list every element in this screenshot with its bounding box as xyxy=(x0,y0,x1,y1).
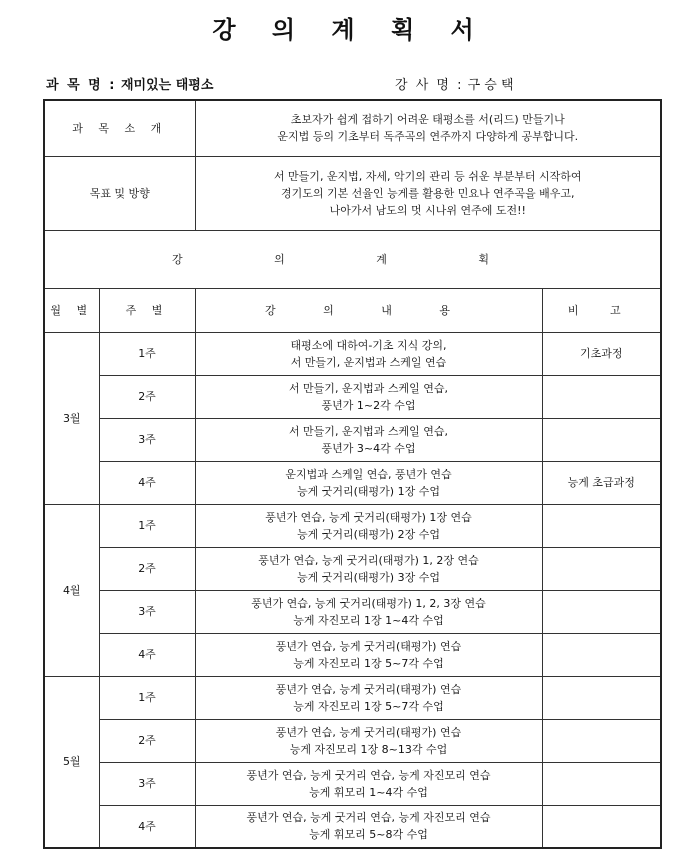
week-cell: 3주 xyxy=(99,762,195,805)
note-cell: 능게 초급과정 xyxy=(542,461,661,504)
content-cell xyxy=(195,418,542,461)
content-cell xyxy=(195,590,542,633)
table-row xyxy=(44,461,661,504)
content-line: 능게 굿거리(태평가) 2장 수업 xyxy=(297,527,440,541)
instructor-label: 강 사 명 : xyxy=(395,78,464,93)
content-line: 서 만들기, 운지법과 스케일 연습, xyxy=(288,424,449,438)
week-cell: 1주 xyxy=(99,676,195,719)
intro-row xyxy=(44,100,661,156)
month-cell: 4월 xyxy=(44,504,99,676)
content-cell xyxy=(195,504,542,547)
goals-row xyxy=(44,156,661,230)
table-row xyxy=(44,375,661,418)
instructor-value: 구 승 택 xyxy=(467,78,514,93)
subject-value: 재미있는 태평소 xyxy=(120,78,214,93)
goals-label: 목표 및 방향 xyxy=(44,156,195,230)
table-row xyxy=(44,504,661,547)
table-row xyxy=(44,633,661,676)
week-cell: 4주 xyxy=(99,461,195,504)
intro-line: 운지법 등의 기초부터 독주곡의 연주까지 다양하게 공부합니다. xyxy=(277,130,579,144)
content-line: 풍년가 연습, 능게 굿거리 연습, 능게 자진모리 연습 xyxy=(246,811,491,825)
content-cell xyxy=(195,719,542,762)
note-cell xyxy=(542,719,661,762)
month-cell: 3월 xyxy=(44,332,99,504)
table-row xyxy=(44,762,661,805)
content-line: 서 만들기, 운지법과 스케일 연습, xyxy=(288,381,449,395)
note-cell xyxy=(542,805,661,848)
content-line: 능게 굿거리(태평가) 1장 수업 xyxy=(297,484,440,498)
content-line: 풍년가 연습, 능게 굿거리(태평가) 연습 xyxy=(275,639,462,653)
week-cell: 3주 xyxy=(99,590,195,633)
content-cell xyxy=(195,332,542,375)
week-cell: 1주 xyxy=(99,504,195,547)
content-line: 서 만들기, 운지법과 스케일 연습 xyxy=(290,355,447,369)
document-title: 강 의 계 획 서 xyxy=(212,16,488,44)
content-line: 능게 자진모리 1장 5~7각 수업 xyxy=(293,656,444,670)
column-header-row xyxy=(44,288,661,332)
content-cell xyxy=(195,762,542,805)
lecture-plan-table xyxy=(43,99,662,849)
table-row xyxy=(44,719,661,762)
goals-line: 서 만들기, 운지법, 자세, 악기의 관리 등 쉬운 부분부터 시작하여 xyxy=(273,169,582,183)
col-header-content: 강 의 내 용 xyxy=(195,288,542,332)
week-cell: 3주 xyxy=(99,418,195,461)
content-cell xyxy=(195,676,542,719)
content-line: 풍년가 1~2각 수업 xyxy=(321,398,416,412)
col-header-month: 월 별 xyxy=(44,288,99,332)
intro-content xyxy=(195,100,661,156)
table-row xyxy=(44,332,661,375)
content-line: 능게 자진모리 1장 5~7각 수업 xyxy=(293,699,444,713)
content-cell xyxy=(195,375,542,418)
content-line: 풍년가 연습, 능게 굿거리(태평가) 연습 xyxy=(275,682,462,696)
content-line: 풍년가 3~4각 수업 xyxy=(321,441,416,455)
content-line: 능게 굿거리(태평가) 3장 수업 xyxy=(297,570,440,584)
content-line: 풍년가 연습, 능게 굿거리(태평가) 1장 연습 xyxy=(265,510,472,524)
content-line: 풍년가 연습, 능게 굿거리 연습, 능게 자진모리 연습 xyxy=(246,768,491,782)
content-line: 풍년가 연습, 능게 굿거리(태평가) 1, 2, 3장 연습 xyxy=(251,596,486,610)
week-cell: 4주 xyxy=(99,633,195,676)
subject-line xyxy=(46,74,213,93)
week-cell: 1주 xyxy=(99,332,195,375)
note-cell xyxy=(542,375,661,418)
goals-content xyxy=(195,156,661,230)
week-cell: 4주 xyxy=(99,805,195,848)
table-row xyxy=(44,676,661,719)
content-line: 풍년가 연습, 능게 굿거리(태평가) 연습 xyxy=(275,725,462,739)
note-cell xyxy=(542,547,661,590)
week-cell: 2주 xyxy=(99,719,195,762)
subject-label: 과 목 명 : xyxy=(46,78,117,93)
content-cell xyxy=(195,461,542,504)
table-row xyxy=(44,547,661,590)
col-header-week: 주 별 xyxy=(99,288,195,332)
content-line: 능게 휘모리 5~8각 수업 xyxy=(309,828,428,842)
content-cell xyxy=(195,805,542,848)
col-header-note: 비 고 xyxy=(542,288,661,332)
table-row xyxy=(44,805,661,848)
note-cell xyxy=(542,676,661,719)
content-line: 능게 자진모리 1장 1~4각 수업 xyxy=(293,613,444,627)
plan-heading-row xyxy=(44,230,661,288)
note-cell: 기초과정 xyxy=(542,332,661,375)
content-line: 운지법과 스케일 연습, 풍년가 연습 xyxy=(285,467,452,481)
week-cell: 2주 xyxy=(99,375,195,418)
instructor-line xyxy=(395,74,514,93)
note-cell xyxy=(542,590,661,633)
note-cell xyxy=(542,762,661,805)
goals-line: 나아가서 남도의 멋 시나위 연주에 도전!! xyxy=(329,203,526,217)
content-cell xyxy=(195,547,542,590)
note-cell xyxy=(542,504,661,547)
intro-label: 과 목 소 개 xyxy=(44,100,195,156)
content-line: 풍년가 연습, 능게 굿거리(태평가) 1, 2장 연습 xyxy=(258,553,479,567)
content-line: 능게 휘모리 1~4각 수업 xyxy=(309,785,428,799)
table-row xyxy=(44,590,661,633)
table-row xyxy=(44,418,661,461)
note-cell xyxy=(542,418,661,461)
intro-line: 초보자가 쉽게 접하기 어려운 태평소를 서(리드) 만들기나 xyxy=(290,113,565,127)
plan-heading: 강 의 계 획 xyxy=(44,230,661,288)
week-cell: 2주 xyxy=(99,547,195,590)
content-line: 태평소에 대하여-기초 지식 강의, xyxy=(290,338,447,352)
month-cell: 5월 xyxy=(44,676,99,848)
note-cell xyxy=(542,633,661,676)
content-line: 능게 자진모리 1장 8~13각 수업 xyxy=(289,742,448,756)
content-cell xyxy=(195,633,542,676)
goals-line: 경기도의 기본 선율인 능게를 활용한 민요나 연주곡을 배우고, xyxy=(280,186,575,200)
